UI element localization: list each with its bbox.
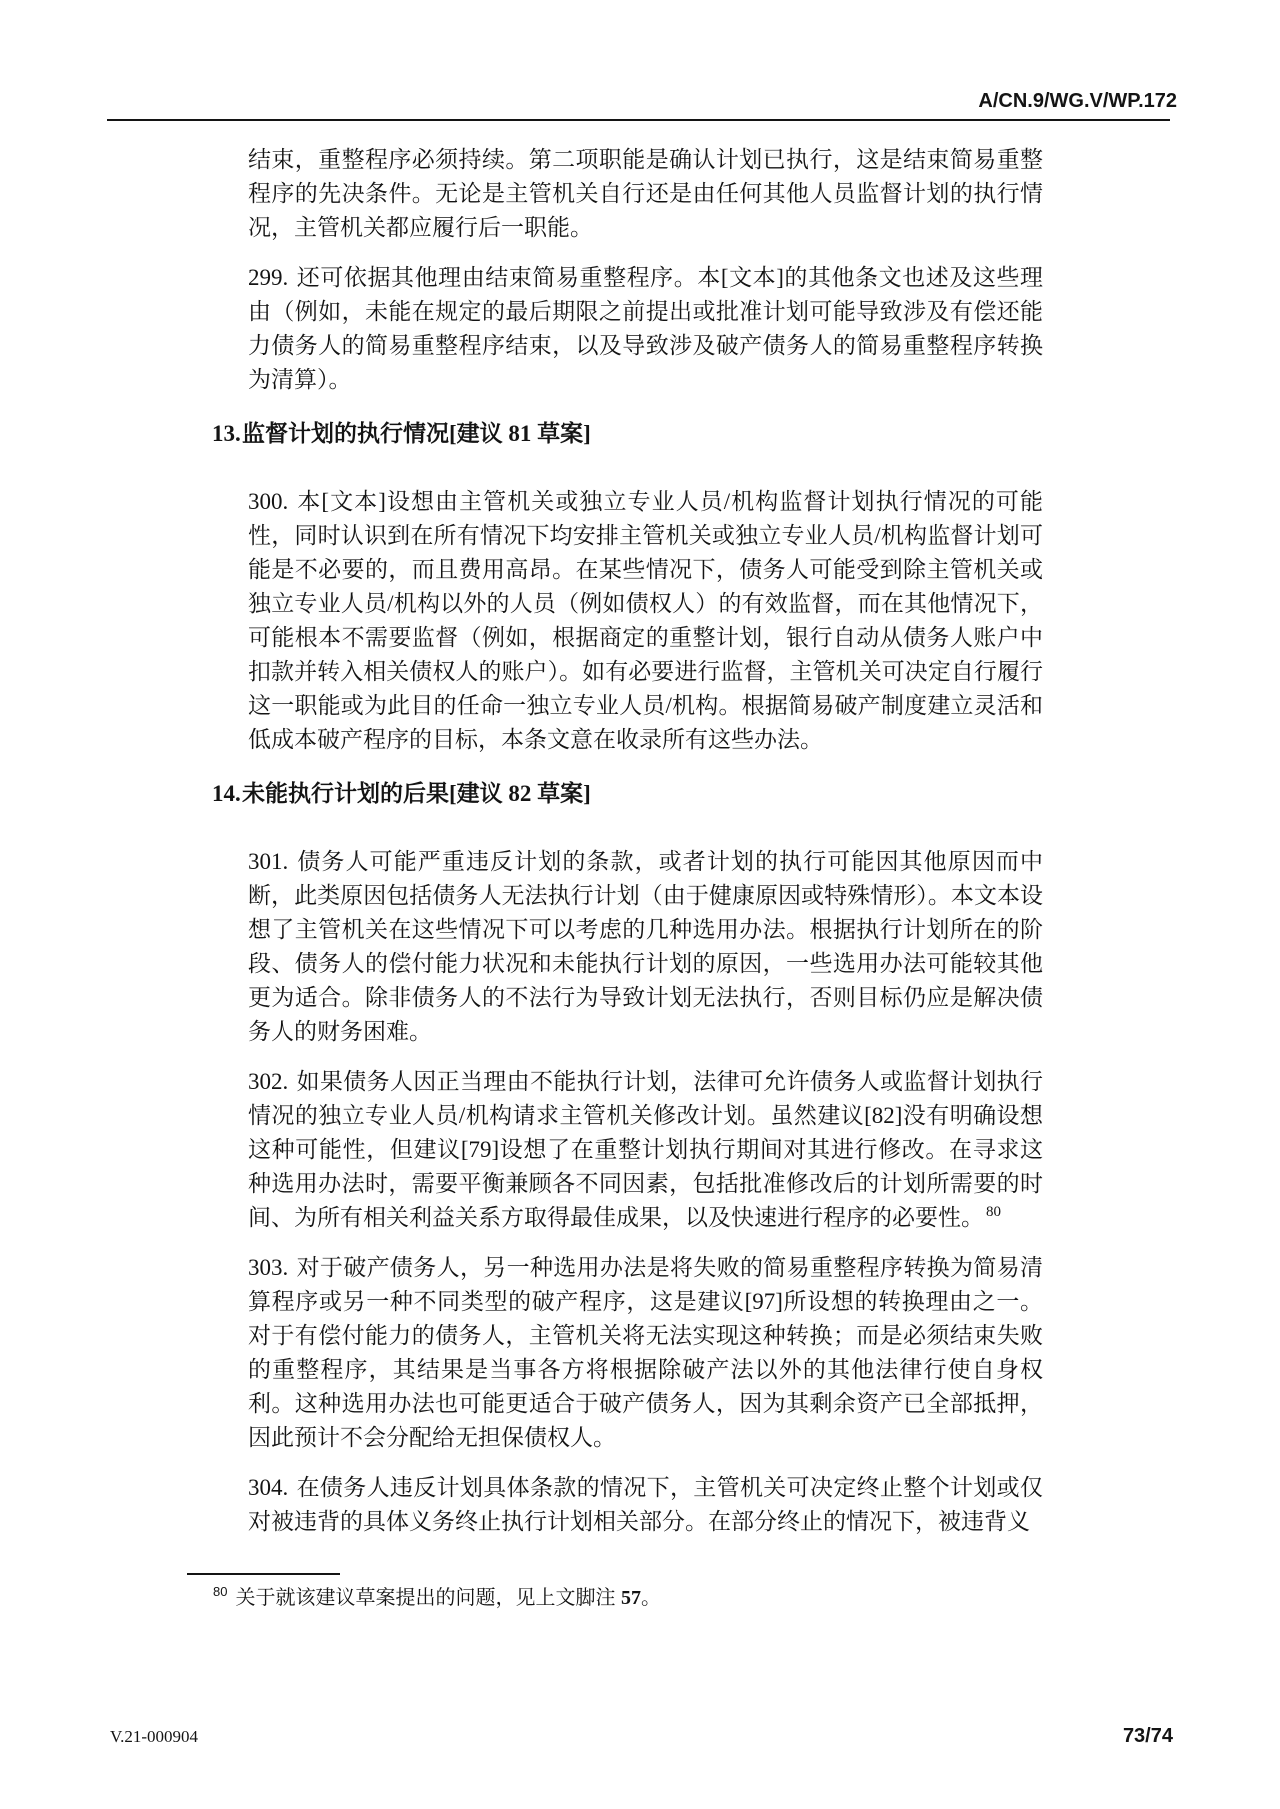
paragraph-number: 301. [248, 849, 289, 874]
footnote-cross-reference: 57 [621, 1587, 642, 1609]
paragraph-299 [248, 261, 1043, 397]
document-symbol: A/CN.9/WG.V/WP.172 [978, 90, 1177, 112]
footnote-marker: 80 [213, 1584, 228, 1600]
footnote-area [187, 1573, 1043, 1612]
footnote-text: 关于就该建议草案提出的问题，见上文脚注 [235, 1587, 622, 1609]
paragraph-301 [248, 845, 1043, 1049]
footnote-reference-80: 80 [986, 1204, 1001, 1221]
job-number: V.21-000904 [110, 1727, 198, 1746]
page-footer [110, 1725, 1173, 1748]
section-number: 13. [212, 421, 241, 446]
paragraph-304 [248, 1471, 1043, 1539]
footnote-text-suffix: 。 [641, 1587, 662, 1609]
section-number: 14. [212, 781, 241, 806]
page-number: 73/74 [1122, 1725, 1173, 1747]
section-heading-13 [212, 417, 1043, 451]
paragraph-text: 对于破产债务人，另一种选用办法是将失败的简易重整程序转换为简易清算程序或另一种不同类型的破产程序，这是建议[97]所设想的转换理由之一。对于有偿付能力的债务人，主管机关将无法实现这种转换；而是必须结束失败的重整程序，其结果是当事各方将根据除破产法以外的其他法律行使自身权利。这种选用办法也可能更适合于破产债务人，因为其剩余资产已全部抵押，因此预计不会分配给无担保债权人。 [248, 1255, 1043, 1450]
paragraph-300 [248, 485, 1043, 757]
paragraph-text: 还可依据其他理由结束简易重整程序。本[文本]的其他条文也述及这些理由（例如，未能在规定的最后期限之前提出或批准计划可能导致涉及有偿还能力债务人的简易重整程序结束，以及导致涉及破产债务人的简易重整程序转换为清算）。 [248, 265, 1043, 392]
paragraph-number: 304. [248, 1475, 289, 1500]
paragraph-302 [248, 1065, 1043, 1235]
paragraph-text: 结束，重整程序必须持续。第二项职能是确认计划已执行，这是结束简易重整程序的先决条件。无论是主管机关自行还是由任何其他人员监督计划的执行情况，主管机关都应履行后一职能。 [248, 147, 1043, 240]
paragraph-text: 在债务人违反计划具体条款的情况下，主管机关可决定终止整个计划或仅对被违背的具体义务终止执行计划相关部分。在部分终止的情况下，被违背义 [248, 1475, 1043, 1534]
section-title: 未能执行计划的后果[建议 82 草案] [242, 781, 591, 806]
header-rule [107, 119, 1170, 121]
paragraph-number: 302. [248, 1069, 289, 1094]
paragraph-text: 本[文本]设想由主管机关或独立专业人员/机构监督计划执行情况的可能性，同时认识到在所有情况下均安排主管机关或独立专业人员/机构监督计划可能是不必要的，而且费用高昂。在某些情况下，债务人可能受到除主管机关或独立专业人员/机构以外的人员（例如债权人）的有效监督，而在其他情况下，可能根本不需要监督（例如，根据商定的重整计划，银行自动从债务人账户中扣款并转入相关债权人的账户）。如有必要进行监督，主管机关可决定自行履行这一职能或为此目的任命一独立专业人员/机构。根据简易破产制度建立灵活和低成本破产程序的目标，本条文意在收录所有这些办法。 [248, 489, 1043, 752]
paragraph-text: 如果债务人因正当理由不能执行计划，法律可允许债务人或监督计划执行情况的独立专业人员/机构请求主管机关修改计划。虽然建议[82]没有明确设想这种可能性，但建议[79]设想了在重整计划执行期间对其进行修改。在寻求这种选用办法时，需要平衡兼顾各不同因素，包括批准修改后的计划所需要的时间、为所有相关利益关系方取得最佳成果，以及快速进行程序的必要性。 [248, 1069, 1043, 1230]
page-header [0, 0, 1280, 112]
paragraph-number: 303. [248, 1255, 289, 1280]
paragraph-303 [248, 1251, 1043, 1455]
paragraph-text: 债务人可能严重违反计划的条款，或者计划的执行可能因其他原因而中断，此类原因包括债务人无法执行计划（由于健康原因或特殊情形）。本文本设想了主管机关在这些情况下可以考虑的几种选用办法。根据执行计划所在的阶段、债务人的偿付能力状况和未能执行计划的原因，一些选用办法可能较其他更为适合。除非债务人的不法行为导致计划无法执行，否则目标仍应是解决债务人的财务困难。 [248, 849, 1043, 1044]
document-body [212, 143, 1043, 1612]
paragraph-number: 300. [248, 489, 289, 514]
paragraph-number: 299. [248, 265, 289, 290]
section-heading-14 [212, 777, 1043, 811]
section-title: 监督计划的执行情况[建议 81 草案] [242, 421, 591, 446]
paragraph-298-continuation [248, 143, 1043, 245]
footnote-80 [213, 1584, 1043, 1612]
footnote-separator-rule [187, 1573, 340, 1575]
